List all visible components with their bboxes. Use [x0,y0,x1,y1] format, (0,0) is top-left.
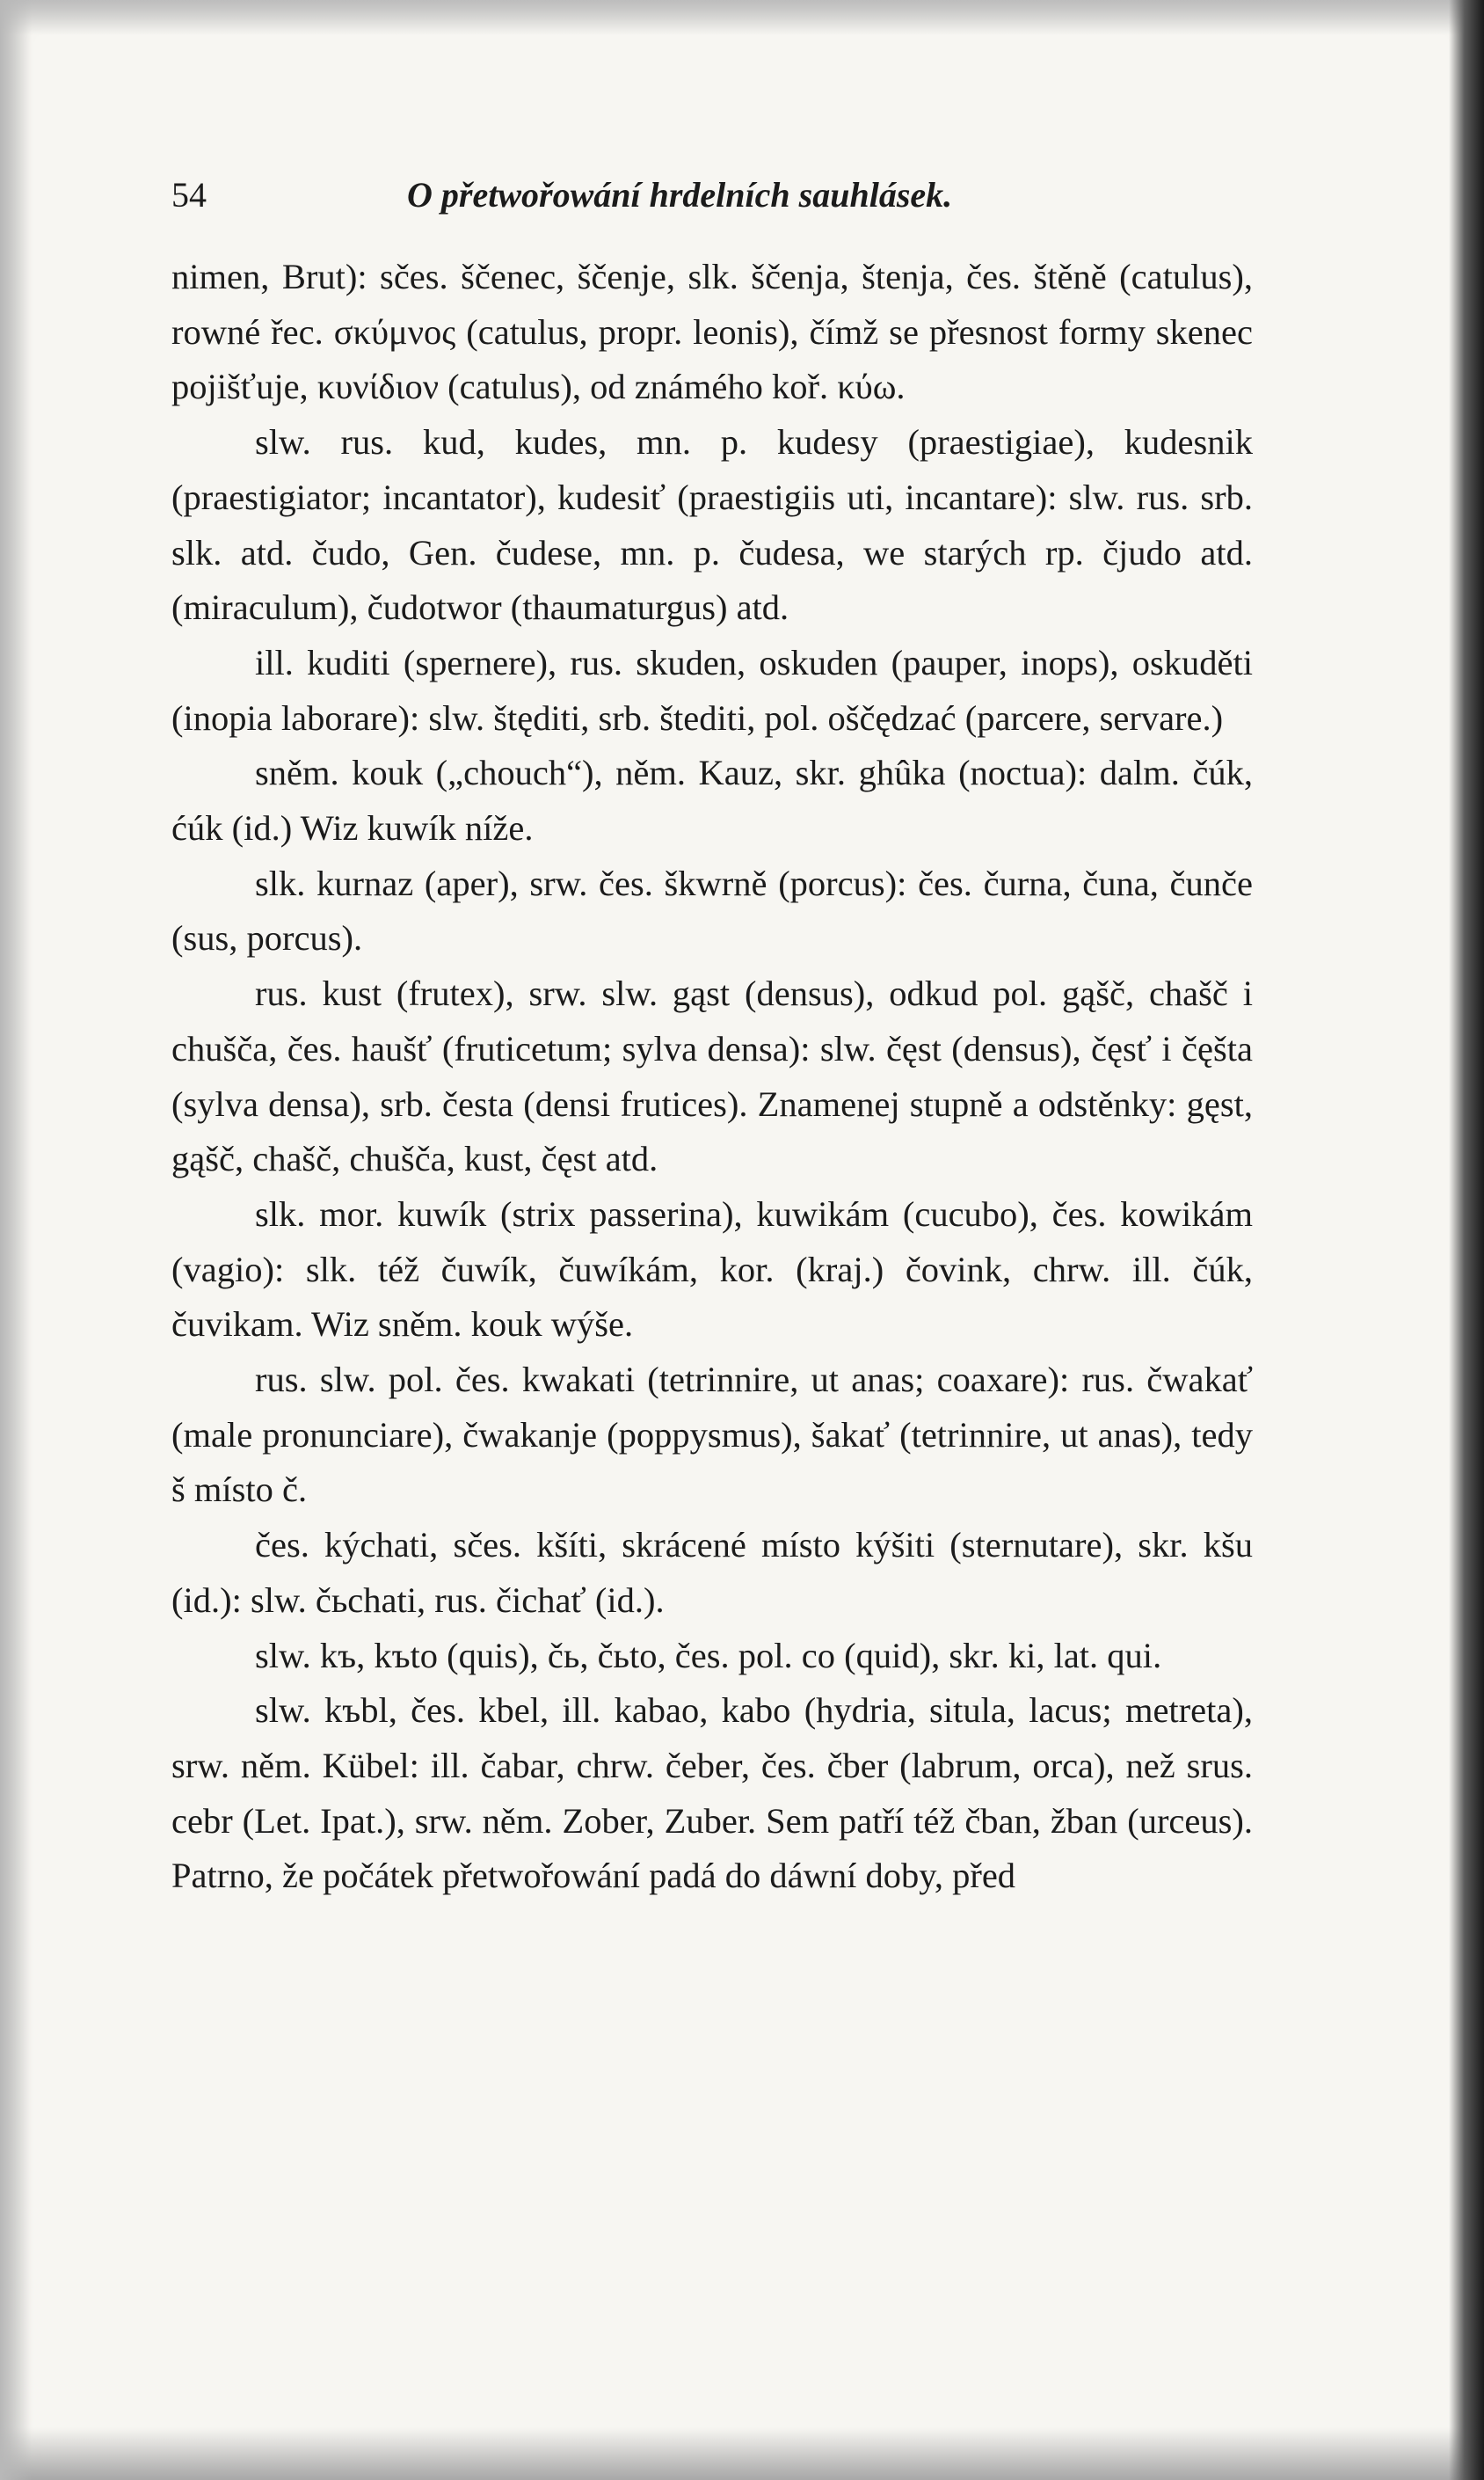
body-text [171,250,1253,1904]
paragraph: čes. kýchati, sčes. kšíti, skrácené místo kýšiti (sternutare), skr. kšu (id.): slw. čьchati, rus. čichať (id.). [171,1525,1253,1620]
paragraph: slw. rus. kud, kudes, mn. p. kudesy (praestigiae), kudesnik (praestigiator; incantator), kudesiť (praestigiis uti, incantare): slw. rus. srb. slk. atd. čudo, Gen. čudese, mn. p. čudesa, we starých rp. čjudo atd. (miraculum), čudotwor (thaumaturgus) atd. [171,422,1253,628]
paragraph: slk. kurnaz (aper), srw. čes. škwrně (porcus): čes. čurna, čuna, čunče (sus, porcus). [171,863,1253,959]
scan-shadow-bottom [0,2427,1484,2480]
running-title: O přetwořowání hrdelních sauhlásek. [407,175,953,215]
scan-shadow-top [0,0,1484,35]
paragraph: rus. kust (frutex), srw. slw. gąst (densus), odkud pol. gąšč, chašč i chušča, čes. haušť (fruticetum; sylva densa): slw. čęst (densus), čęsť i čęšta (sylva densa), srb. česta (densi frutices). Znamenej stupně a odstěnky: gęst, gąšč, chašč, chušča, kust, čęst atd. [171,974,1253,1179]
paragraph: rus. slw. pol. čes. kwakati (tetrinnire, ut anas; coaxare): rus. čwakať (male pronunciare), čwakanje (poppysmus), šakať (tetrinnire, ut anas), tedy š místo č. [171,1360,1253,1510]
paragraph: ill. kuditi (spernere), rus. skuden, oskuden (pauper, inops), oskuděti (inopia laborare): slw. štęditi, srb. štediti, pol. oščędzać (parcere, servare.) [171,642,1253,738]
paragraph: slk. mor. kuwík (strix passerina), kuwikám (cucubo), čes. kowikám (vagio): slk. též čuwík, čuwíkám, kor. (kraj.) čovink, chrw. ill. čúk, čuvikam. Wiz sněm. kouk wýše. [171,1193,1253,1345]
page-header [171,174,1253,227]
scan-shadow-left [0,0,32,2480]
scan-shadow-right [1449,0,1484,2480]
paragraph: nimen, Brut): sčes. ščenec, ščenje, slk. ščenja, štenja, čes. štěně (catulus), rowné řec. σκύμνος (catulus, propr. leonis), čímž se přesnost formy skenec pojišťuje, κυνίδιον (catulus), od známého koř. κύω. [171,257,1253,407]
paragraph: slw. kъ, kъto (quis), čь, čьto, čes. pol. co (quid), skr. ki, lat. qui. [255,1635,1162,1675]
paragraph: sněm. kouk („chouch“), něm. Kauz, skr. ghûka (noctua): dalm. čúk, ćúk (id.) Wiz kuwík níže. [171,753,1253,849]
page-number: 54 [171,175,207,215]
paragraph: slw. kъbl, čes. kbel, ill. kabao, kabo (hydria, situla, lacus; metreta), srw. něm. Kübel: ill. čabar, chrw. čeber, čes. čber (labrum, orca), než srus. cebr (Let. Ipat.), srw. něm. Zober, Zuber. Sem patří též čban, žban (urceus). Patrno, že počátek přetwořowání padá do dáwní doby, před [171,1690,1253,1896]
